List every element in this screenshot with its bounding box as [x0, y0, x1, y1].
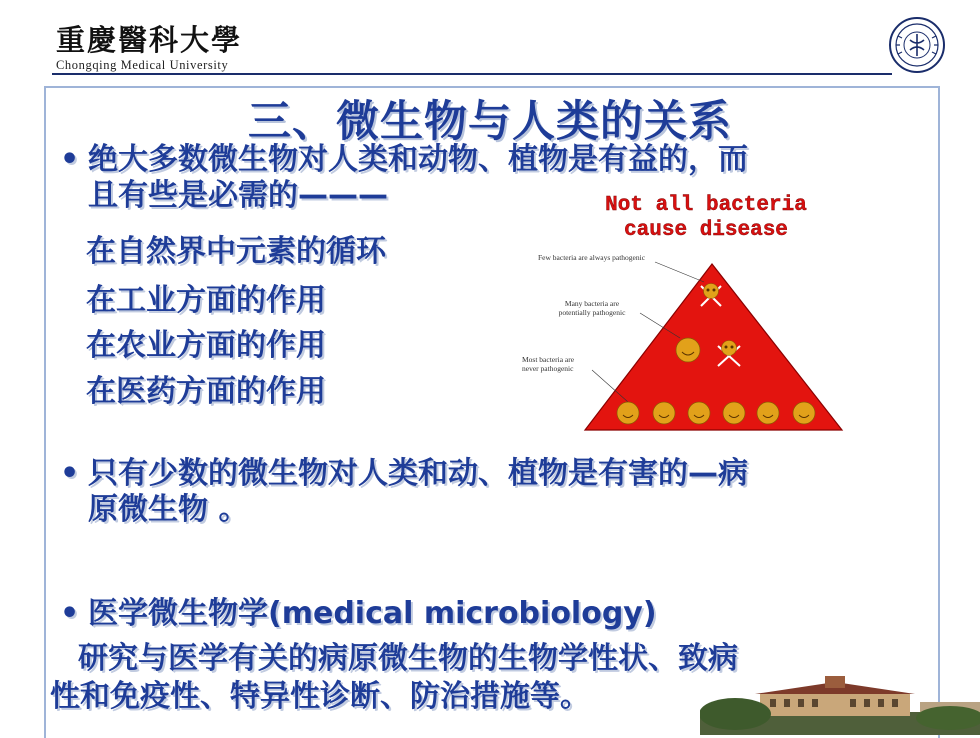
bullet-medical-microbiology-text: 医学微生物学(medical microbiology) — [88, 596, 657, 631]
university-name-chinese: 重慶醫科大學 — [56, 23, 243, 57]
bullet-dot: • — [60, 456, 80, 491]
smiley-icon — [617, 402, 639, 424]
diagram-title-line2: cause disease — [624, 219, 788, 242]
bullet-harmful — [60, 456, 748, 528]
university-seal-icon — [888, 16, 946, 74]
slide-title: 三、微生物与人类的关系 — [248, 97, 732, 147]
smiley-icon — [688, 402, 710, 424]
definition-paragraph — [50, 640, 738, 716]
sub-item-agriculture: 在农业方面的作用 — [86, 328, 326, 363]
diagram-title-line1: Not all bacteria — [605, 194, 807, 217]
smiley-icon — [653, 402, 675, 424]
definition-line2: 性和免疫性、特异性诊断、防治措施等。 — [50, 679, 590, 714]
bullet-dot: • — [60, 142, 80, 177]
label-many-pathogenic-2: potentially pathogenic — [558, 308, 626, 317]
smiley-icon — [757, 402, 779, 424]
smiley-icon — [793, 402, 815, 424]
label-most-nonpathogenic-2: never pathogenic — [522, 364, 574, 373]
sub-item-element-cycle: 在自然界中元素的循环 — [86, 234, 386, 269]
university-name-english: Chongqing Medical University — [56, 58, 229, 72]
definition-line1: 研究与医学有关的病原微生物的生物学性状、致病 — [78, 641, 738, 676]
smiley-icon — [676, 338, 700, 362]
label-few-pathogenic: Few bacteria are always pathogenic — [538, 253, 646, 262]
bullet-harmful-line2: 原微生物 。 — [88, 492, 249, 527]
bullet-beneficial-line1: 绝大多数微生物对人类和动物、植物是有益的，而 — [88, 142, 748, 177]
header-divider — [52, 73, 892, 75]
smiley-icon — [723, 402, 745, 424]
bullet-harmful-line1: 只有少数的微生物对人类和动、植物是有害的—病 — [88, 456, 748, 491]
label-many-pathogenic-1: Many bacteria are — [564, 299, 620, 308]
campus-building-illustration — [700, 672, 980, 735]
bullet-beneficial-line2: 且有些是必需的——— — [88, 178, 388, 213]
label-most-nonpathogenic-1: Most bacteria are — [522, 355, 575, 364]
bullet-medical-microbiology — [60, 588, 657, 632]
sub-item-medicine: 在医药方面的作用 — [86, 374, 326, 409]
pointer-line — [655, 262, 704, 282]
bacteria-pyramid-diagram — [500, 180, 850, 440]
sub-item-industry: 在工业方面的作用 — [86, 283, 326, 318]
bullet-dot: • — [60, 596, 80, 631]
